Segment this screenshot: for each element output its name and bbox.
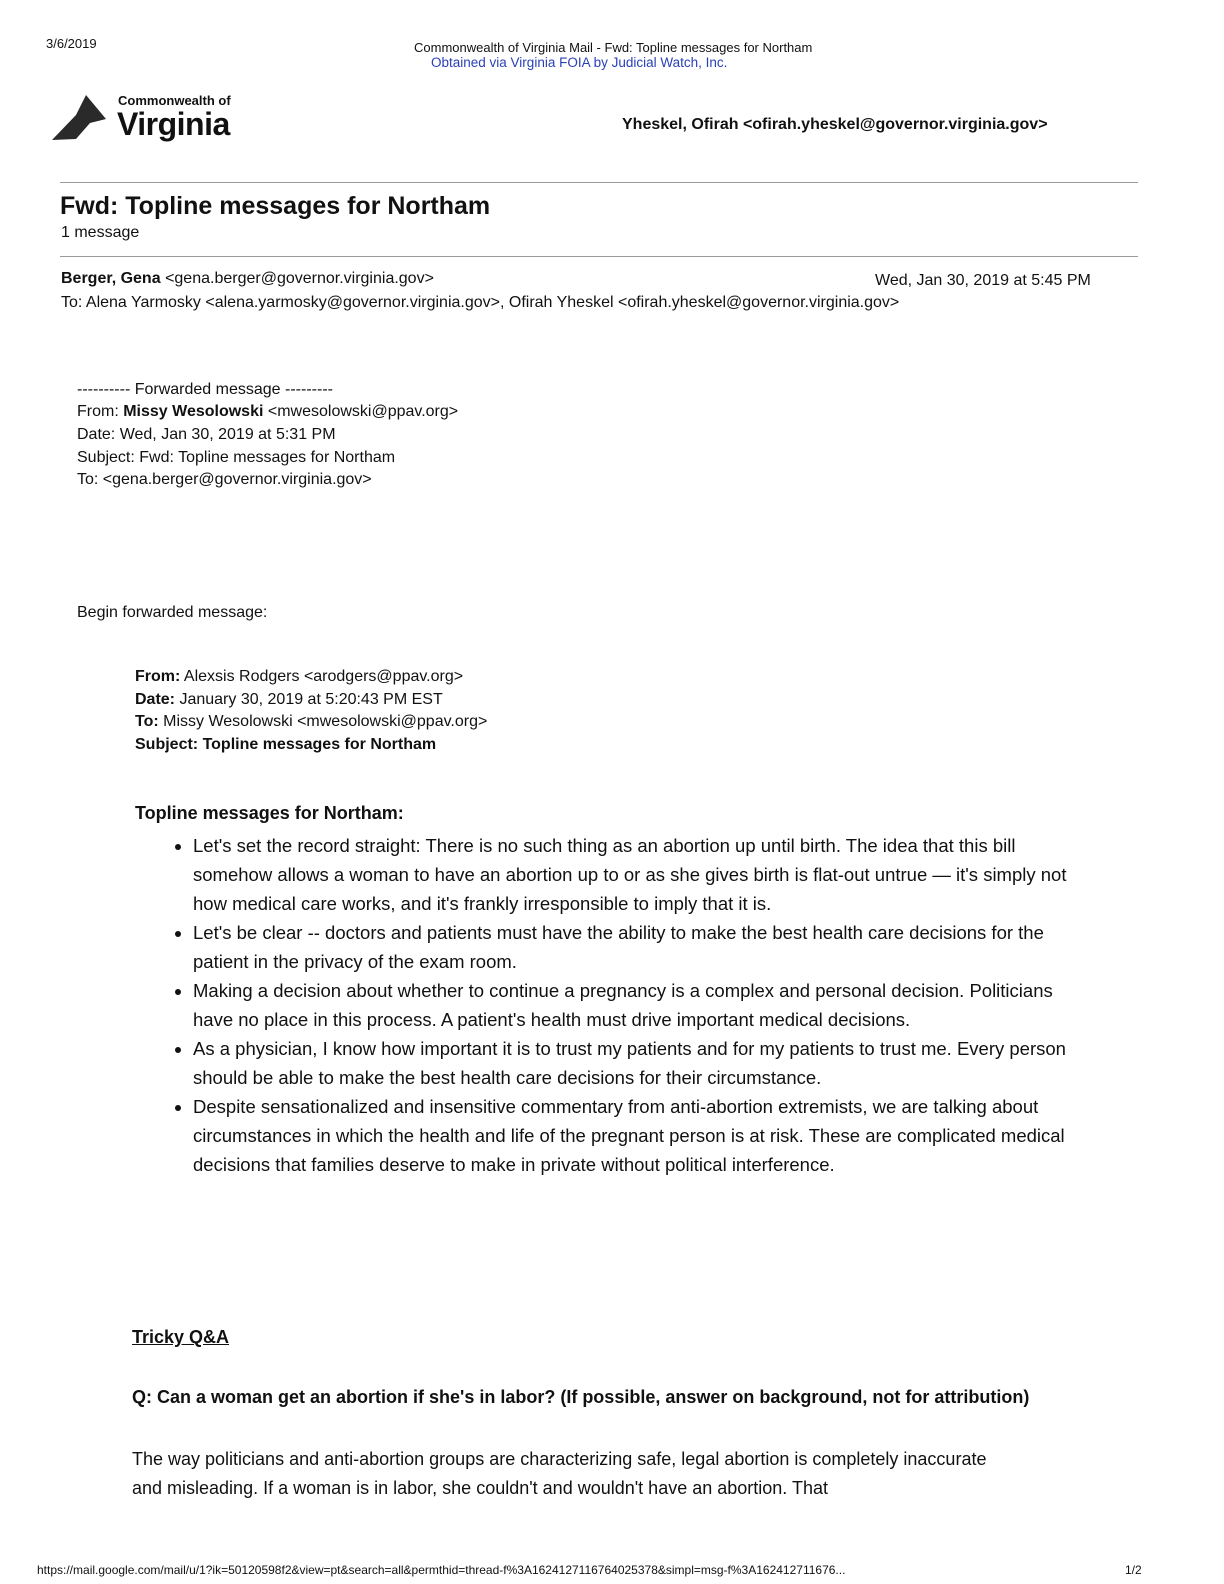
sender-email: <gena.berger@governor.virginia.gov> bbox=[165, 270, 434, 287]
inner-date-value: January 30, 2019 at 5:20:43 PM EST bbox=[175, 691, 443, 708]
inner-to-value: Missy Wesolowski <mwesolowski@ppav.org> bbox=[158, 713, 488, 730]
forwarded-divider: ---------- Forwarded message --------- bbox=[77, 381, 333, 398]
inner-date-label: Date: bbox=[135, 691, 176, 708]
inner-to-label: To: bbox=[135, 713, 159, 730]
logo-text-small: Commonwealth of bbox=[118, 93, 231, 108]
thread-subject: Fwd: Topline messages for Northam bbox=[60, 192, 491, 220]
inner-subject-label: Subject: Topline messages for Northam bbox=[135, 736, 437, 753]
tricky-qa-heading: Tricky Q&A bbox=[132, 1327, 230, 1347]
message-recipients: To: Alena Yarmosky <alena.yarmosky@governor.virginia.gov>, Ofirah Yheskel <ofirah.yheskel@governor.virginia.gov> bbox=[61, 294, 900, 311]
section-title: Topline messages for Northam: bbox=[135, 803, 404, 823]
message-from bbox=[61, 270, 434, 288]
account-identity: Yheskel, Ofirah <ofirah.yheskel@governor.virginia.gov> bbox=[622, 116, 1048, 133]
logo-text-big: Virginia bbox=[117, 106, 230, 142]
forwarded-to: To: <gena.berger@governor.virginia.gov> bbox=[77, 471, 372, 488]
forwarded-date: Date: Wed, Jan 30, 2019 at 5:31 PM bbox=[77, 426, 336, 443]
print-page-title: Commonwealth of Virginia Mail - Fwd: Topline messages for Northam bbox=[414, 40, 813, 55]
bullet-item: • Making a decision about whether to continue a pregnancy is a complex and personal decision. Politicians have no place in this process. A patient's health must drive important medical decisions. bbox=[193, 976, 1083, 1034]
inner-from bbox=[135, 668, 463, 686]
qa-question: Q: Can a woman get an abortion if she's in labor? (If possible, answer on background, not for attribution) bbox=[132, 1387, 1030, 1407]
footer-page-number: 1/2 bbox=[1125, 1563, 1142, 1577]
bullet-item: • Despite sensationalized and insensitive commentary from anti-abortion extremists, we are talking about circumstances in which the health and life of the pregnant person is at risk. These are complicated medical decisions that families deserve to make in private without political interference. bbox=[193, 1092, 1083, 1179]
footer-url: https://mail.google.com/mail/u/1?ik=50120598f2&view=pt&search=all&permthid=thread-f%3A1624127116764025378&simpl=msg-f%3A162412711676... bbox=[37, 1563, 846, 1577]
header-divider bbox=[60, 182, 1138, 183]
inner-date bbox=[135, 691, 443, 709]
bullet-item: • Let's be clear -- doctors and patients must have the ability to make the best health care decisions for the patient in the privacy of the exam room. bbox=[193, 918, 1083, 976]
forwarded-from-name: Missy Wesolowski bbox=[123, 403, 264, 420]
inner-subject bbox=[135, 736, 436, 754]
forwarded-from-email: <mwesolowski@ppav.org> bbox=[263, 403, 459, 420]
forwarded-from bbox=[77, 403, 458, 421]
inner-from-label: From: bbox=[135, 668, 181, 685]
message-count: 1 message bbox=[61, 224, 140, 241]
inner-from-value: Alexsis Rodgers <arodgers@ppav.org> bbox=[180, 668, 464, 685]
forwarded-from-label: From: bbox=[77, 403, 124, 420]
message-date: Wed, Jan 30, 2019 at 5:45 PM bbox=[875, 272, 1091, 289]
qa-answer: The way politicians and anti-abortion groups are characterizing safe, legal abortion is completely inaccurate and misleading. If a woman is in labor, she couldn't and wouldn't have an abortion. That bbox=[132, 1449, 987, 1498]
thread-divider bbox=[60, 256, 1138, 257]
inner-to bbox=[135, 713, 487, 731]
sender-name: Berger, Gena bbox=[61, 270, 161, 287]
virginia-logo bbox=[50, 93, 250, 153]
topline-bullets bbox=[168, 831, 1083, 1179]
virginia-map-icon bbox=[50, 93, 112, 143]
bullet-item: • As a physician, I know how important it is to trust my patients and for my patients to trust me. Every person should be able to make the best health care decisions for their circumstance. bbox=[193, 1034, 1083, 1092]
begin-forwarded: Begin forwarded message: bbox=[77, 604, 268, 621]
forwarded-subject: Subject: Fwd: Topline messages for Northam bbox=[77, 449, 396, 466]
bullet-item: • Let's set the record straight: There is no such thing as an abortion up until birth. The idea that this bill somehow allows a woman to have an abortion up to or as she gives birth is flat-out untrue — it's simply not how medical care works, and it's frankly irresponsible to imply that it is. bbox=[193, 831, 1083, 918]
foia-notice: Obtained via Virginia FOIA by Judicial Watch, Inc. bbox=[431, 55, 728, 70]
print-date: 3/6/2019 bbox=[46, 36, 97, 51]
